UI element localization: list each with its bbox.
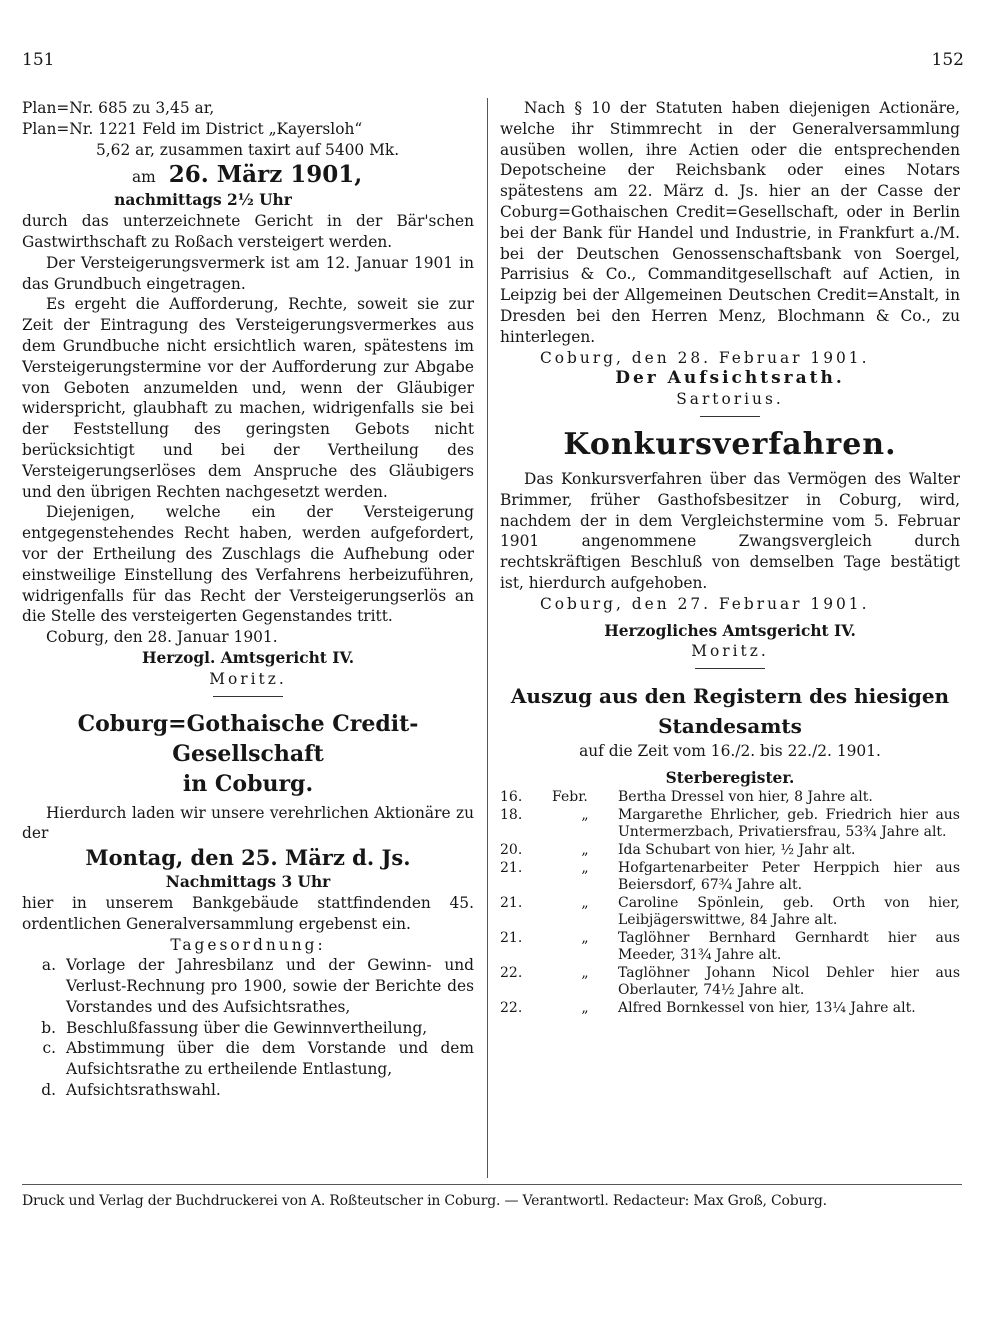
section-separator [213, 696, 283, 697]
register-heading: Sterberegister. [665, 768, 795, 787]
death-entry-month: „ [581, 841, 589, 858]
meeting-date: Montag, den 25. März d. Js. [85, 845, 411, 871]
death-entry-date: 21. [500, 859, 523, 876]
death-entry-date: 18. [500, 806, 523, 823]
death-entry-text: Caroline Spönlein, geb. Orth von hier, Leibjägerswittwe, 84 Jahre alt. [618, 894, 960, 928]
death-entry [500, 930, 960, 964]
death-entry [500, 1000, 960, 1017]
agenda-item-text: Aufsichtsrathswahl. [66, 1081, 221, 1100]
death-entry-date: 21. [500, 894, 523, 911]
death-entry [500, 789, 960, 806]
registry-title-office: Standesamts [658, 714, 802, 739]
agenda-item-label: c. [42, 1039, 56, 1058]
section-separator [700, 416, 760, 417]
death-register [500, 789, 960, 1017]
agenda-item-label: b. [41, 1018, 56, 1037]
agenda-item [22, 1038, 474, 1080]
death-entry [500, 895, 960, 929]
right-column [500, 98, 960, 1017]
company-title: Coburg=Gothaische Credit-Gesellschaft [77, 710, 419, 767]
bankruptcy-title: Konkursverfahren. [563, 426, 897, 462]
registry-title: Auszug aus den Registern des hiesigen [510, 684, 950, 709]
agenda-item-text: Abstimmung über die dem Vorstande und dem Aufsichtsrathe zu ertheilende Entlastung, [66, 1039, 474, 1079]
death-entry-text: Alfred Bornkessel von hier, 13¼ Jahre alt. [618, 999, 916, 1016]
agenda-item [22, 955, 474, 1017]
agenda-item-label: d. [41, 1081, 56, 1100]
bankruptcy-place-date: Coburg, den 27. Februar 1901. [540, 594, 870, 613]
death-entry-month: Febr. [552, 788, 588, 805]
death-entry-month: „ [581, 806, 589, 823]
column-divider [487, 98, 488, 1178]
death-entry [500, 807, 960, 841]
death-entry-date: 21. [500, 929, 523, 946]
board-signer: Sartorius. [676, 390, 784, 409]
section-separator [695, 668, 765, 669]
auction-line-3: 5,62 ar, zusammen taxirt auf 5400 Mk. [96, 140, 400, 159]
auction-paragraph-3: Es ergeht die Aufforderung, Rechte, soweit sie zur Zeit der Eintragung des Versteigerungsvermerkes aus dem Grundbuche nicht ersichtlich waren, spätestens im Versteigerungstermine vor der Aufforderung zur Abgabe von Geboten anzumelden und, wenn der Gläubiger widerspricht, glaubhaft zu machen, widrigenfalls sie bei der Feststellung des geringsten Gebots nicht berücksichtigt und bei der Vertheilung des Versteigerungserlöses dem Anspruche des Gläubigers und den übrigen Rechten nachgesetzt werden. [22, 295, 474, 501]
death-entry-text: Ida Schubart von hier, ½ Jahr alt. [618, 841, 856, 858]
death-entry [500, 842, 960, 859]
death-entry-month: „ [581, 964, 589, 981]
agenda-list [22, 955, 474, 1101]
death-entry-date: 22. [500, 964, 523, 981]
agenda-item-label: a. [41, 956, 56, 975]
imprint-footer: Druck und Verlag der Buchdruckerei von A. Roßteutscher in Coburg. — Verantwortl. Redacteur: Max Groß, Coburg. [22, 1193, 827, 1209]
deposit-place-date: Coburg, den 28. Februar 1901. [540, 348, 870, 367]
bankruptcy-text: Das Konkursverfahren über das Vermögen des Walter Brimmer, früher Gasthofsbesitzer in Coburg, wird, nachdem der in dem Vergleichstermine vom 5. Februar 1901 angenommene Zwangsvergleich durch rechtskräftigen Beschluß von demselben Tage bestätigt ist, hierdurch aufgehoben. [500, 469, 960, 592]
meeting-invitation: Hierdurch laden wir unsere verehrlichen Aktionäre zu der [22, 803, 474, 843]
bankruptcy-court: Herzogliches Amtsgericht IV. [604, 621, 856, 640]
death-entry-date: 20. [500, 841, 523, 858]
death-entry-date: 16. [500, 788, 523, 805]
company-title-location: in Coburg. [182, 770, 314, 797]
page-number-left: 151 [22, 50, 55, 70]
agenda-item-text: Vorlage der Jahresbilanz und der Gewinn- und Verlust-Rechnung pro 1900, sowie der Berichte des Vorstandes und des Aufsichtsrathes, [66, 956, 474, 1016]
board-title: Der Aufsichtsrath. [615, 368, 845, 389]
footer-rule [22, 1184, 962, 1185]
auction-paragraph-1: durch das unterzeichnete Gericht in der Bär'schen Gastwirthschaft zu Roßach versteigert werden. [22, 212, 474, 251]
auction-line-1: Plan=Nr. 685 zu 3,45 ar, [22, 99, 215, 117]
death-entry-text: Hofgartenarbeiter Peter Herppich hier aus Beiersdorf, 67¾ Jahre alt. [618, 859, 960, 893]
death-entry [500, 860, 960, 894]
death-entry-month: „ [581, 999, 589, 1016]
auction-time: nachmittags 2½ Uhr [114, 191, 292, 210]
death-entry-text: Taglöhner Bernhard Gernhardt hier aus Meeder, 31¾ Jahre alt. [618, 929, 960, 963]
death-entry-date: 22. [500, 999, 523, 1016]
death-entry-text: Margarethe Ehrlicher, geb. Friedrich hier aus Untermerzbach, Privatiersfrau, 53¾ Jahre alt. [618, 806, 960, 840]
death-entry-text: Taglöhner Johann Nicol Dehler hier aus Oberlauter, 74½ Jahre alt. [618, 964, 960, 998]
auction-paragraph-2: Der Versteigerungsvermerk ist am 12. Januar 1901 in das Grundbuch eingetragen. [22, 253, 474, 293]
registry-period: auf die Zeit vom 16./2. bis 22./2. 1901. [579, 742, 881, 761]
agenda-item [22, 1018, 474, 1039]
auction-paragraph-4: Diejenigen, welche ein der Versteigerung entgegenstehendes Recht haben, werden aufgefordert, vor der Ertheilung des Zuschlags die Aufhebung oder einstweilige Einstellung des Verfahrens herbeizuführen, widrigenfalls für das Recht der Versteigerungserlös an die Stelle des versteigerten Gegenstandes tritt. [22, 503, 474, 626]
agenda-item-text: Beschlußfassung über die Gewinnvertheilung, [66, 1018, 428, 1037]
auction-signer: Moritz. [209, 669, 287, 688]
left-column [22, 98, 474, 1101]
auction-date-prefix: am [132, 168, 156, 187]
meeting-place: hier in unserem Bankgebäude stattfindenden 45. ordentlichen Generalversammlung ergebenst ein. [22, 893, 474, 933]
death-entry-text: Bertha Dressel von hier, 8 Jahre alt. [618, 788, 873, 805]
auction-place-date: Coburg, den 28. Januar 1901. [46, 628, 278, 647]
page-number-right: 152 [931, 50, 964, 70]
auction-line-2: Plan=Nr. 1221 Feld im District „Kayersloh“ [22, 119, 363, 138]
death-entry-month: „ [581, 929, 589, 946]
auction-court: Herzogl. Amtsgericht IV. [141, 648, 355, 667]
death-entry [500, 965, 960, 999]
agenda-title: Tagesordnung: [170, 935, 326, 954]
bankruptcy-signer: Moritz. [691, 642, 769, 661]
agenda-item [22, 1080, 474, 1101]
death-entry-month: „ [581, 894, 589, 911]
meeting-time: Nachmittags 3 Uhr [165, 873, 331, 892]
deposit-paragraph: Nach § 10 der Statuten haben diejenigen Actionäre, welche ihr Stimmrecht in der Generalversammlung ausüben wollen, ihre Actien oder die entsprechenden Depotscheine der Reichsbank oder eines Notars spätestens am 22. März d. Js. hier an der Casse der Coburg=Gothaischen Credit=Gesellschaft, oder in Berlin bei der Bank für Handel und Industrie, in Frankfurt a./M. bei der Deutschen Genossenschaftsbank von Soergel, Parrisius & Co., Commanditgesellschaft auf Actien, in Leipzig bei der Allgemeinen Deutschen Credit=Anstalt, in Dresden bei den Herren Menz, Blochmann & Co., zu hinterlegen. [500, 99, 960, 346]
auction-date: 26. März 1901, [168, 161, 363, 189]
death-entry-month: „ [581, 859, 589, 876]
